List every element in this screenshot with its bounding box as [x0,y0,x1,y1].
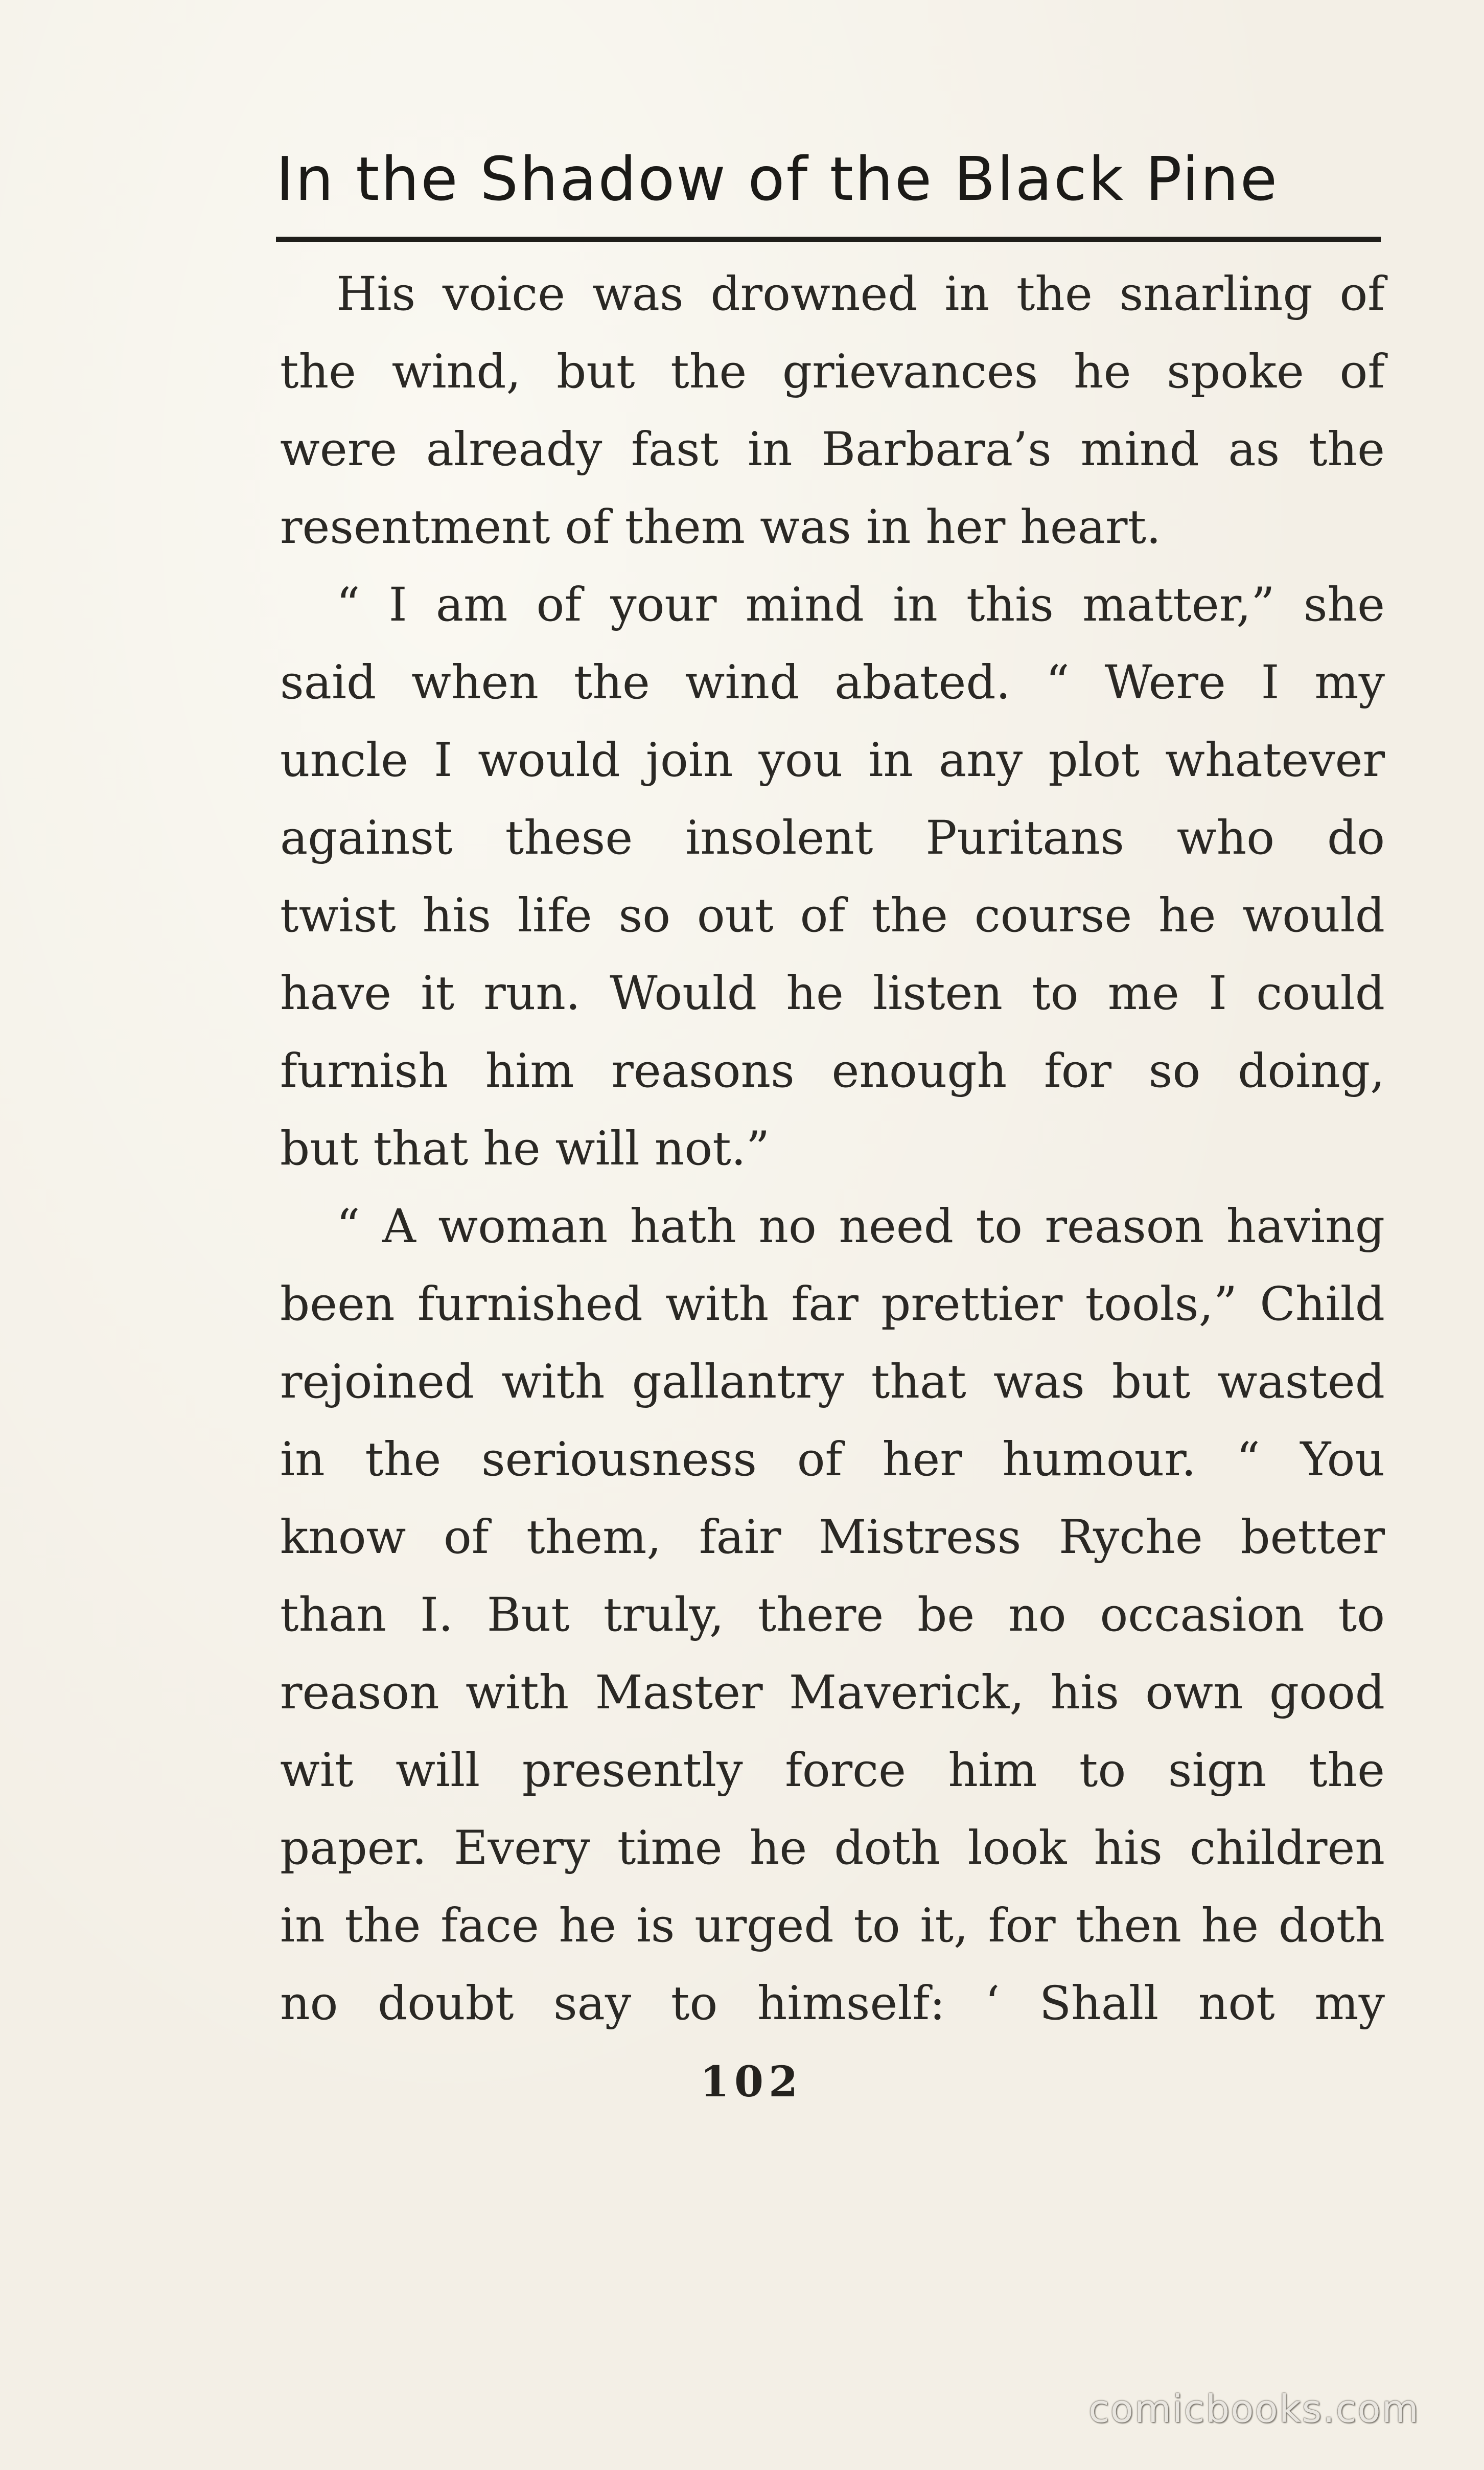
text-line: the wind, but the grievances he spoke of [280,345,1385,399]
text-line: in the seriousness of her humour. “ You [280,1433,1385,1486]
running-head-title: In the Shadow of the Black Pine [276,144,1279,214]
text-line: paper. Every time he doth look his children [280,1821,1385,1875]
text-line: rejoined with gallantry that was but wasted [280,1355,1385,1409]
text-line: “ I am of your mind in this matter,” she [336,578,1385,632]
text-line: have it run. Would he listen to me I could [280,967,1385,1020]
text-line: “ A woman hath no need to reason having [336,1200,1385,1253]
text-line: uncle I would join you in any plot whatever [280,734,1385,787]
text-line: wit will presently force him to sign the [280,1744,1385,1797]
body-text [280,256,1385,2043]
text-line: furnish him reasons enough for so doing, [280,1044,1385,1098]
text-line: no doubt say to himself: ‘ Shall not my [280,1977,1385,2030]
text-line: but that he will not.” [280,1122,770,1176]
text-line: said when the wind abated. “ Were I my [280,656,1385,710]
text-line: were already fast in Barbara’s mind as the [280,423,1385,476]
text-line: reason with Master Maverick, his own good [280,1666,1385,1720]
text-line: twist his life so out of the course he would [280,889,1385,943]
text-line: been furnished with far prettier tools,” Child [280,1277,1385,1331]
text-line: resentment of them was in her heart. [280,500,1161,554]
text-line: than I. But truly, there be no occasion to [280,1588,1385,1642]
text-line: know of them, fair Mistress Ryche better [280,1511,1385,1564]
page-number: 102 [700,2057,803,2107]
text-line: against these insolent Puritans who do [280,811,1385,865]
header-rule [276,237,1381,242]
text-line: His voice was drowned in the snarling of [336,267,1385,321]
watermark-text: comicbooks.com [1088,2387,1420,2431]
text-line: in the face he is urged to it, for then he doth [280,1899,1385,1953]
